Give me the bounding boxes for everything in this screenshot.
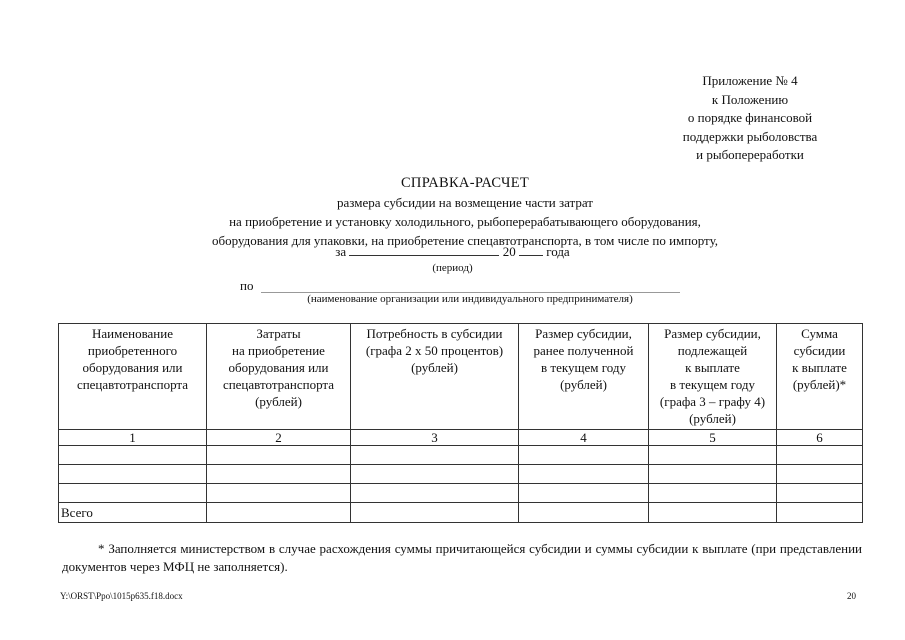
table-cell[interactable] [649, 465, 777, 484]
table-row [59, 446, 863, 465]
column-number: 4 [519, 430, 649, 446]
footnote-text: * Заполняется министерством в случае расхождения суммы причитающейся субсидии и суммы субсидии к выплате (при представлении документов через МФЦ не заполняется). [62, 541, 862, 574]
file-path: Y:\ORST\Ppo\1015p635.f18.docx [60, 591, 183, 601]
table-cell[interactable] [777, 446, 863, 465]
period-blank [349, 243, 499, 256]
table-cell[interactable] [519, 446, 649, 465]
table-cell[interactable] [649, 484, 777, 503]
document-title: СПРАВКА-РАСЧЕТ [400, 175, 530, 191]
title-line: на приобретение и установку холодильного, рыбоперерабатывающего оборудования, [229, 214, 701, 229]
subsidy-table [58, 323, 863, 523]
appendix-line: к Положению [711, 91, 789, 107]
table-cell[interactable] [777, 465, 863, 484]
table-cell[interactable] [59, 465, 207, 484]
appendix-line: о порядке финансовой [687, 110, 813, 125]
title-line: размера субсидии на возмещение части затрат [337, 195, 593, 210]
column-header: Размер субсидии, подлежащей к выплате в текущем году (графа 3 – графу 4) (рублей) [649, 324, 777, 430]
table-cell[interactable] [519, 484, 649, 503]
period-year: 20 [502, 244, 516, 259]
page-number: 20 [847, 591, 856, 601]
table-cell[interactable] [351, 484, 519, 503]
org-prefix: по [240, 278, 254, 293]
period-caption: (период) [432, 262, 473, 274]
year-blank [519, 243, 543, 256]
org-caption: (наименование организации или индивидуального предпринимателя) [307, 293, 633, 305]
column-number: 5 [649, 430, 777, 446]
table-row [59, 484, 863, 503]
table-cell[interactable] [649, 503, 777, 523]
appendix-block [640, 72, 860, 165]
table-cell[interactable] [207, 503, 351, 523]
footnote [62, 540, 862, 576]
column-number: 2 [207, 430, 351, 446]
table-cell[interactable] [351, 503, 519, 523]
table-cell[interactable] [351, 446, 519, 465]
table-cell[interactable] [649, 446, 777, 465]
period-prefix: за [335, 244, 347, 259]
appendix-line: Приложение № 4 [702, 73, 798, 88]
column-header: Сумма субсидии к выплате (рублей)* [777, 324, 863, 430]
column-number: 3 [351, 430, 519, 446]
column-number-row [59, 430, 863, 446]
table-cell[interactable] [59, 446, 207, 465]
table-cell[interactable] [59, 484, 207, 503]
column-header: Наименование приобретенного оборудования или спецавтотранспорта [59, 324, 207, 430]
total-row [59, 503, 863, 523]
title-block [120, 174, 810, 250]
title-line: оборудования для упаковки, на приобретение спецавтотранспорта, в том числе по импорту, [211, 233, 719, 248]
table-cell[interactable] [351, 465, 519, 484]
appendix-line: поддержки рыболовства [682, 128, 818, 144]
table-cell[interactable] [207, 484, 351, 503]
column-number: 1 [59, 430, 207, 446]
period-suffix: года [546, 244, 570, 259]
column-header: Затраты на приобретение оборудования или спецавтотранспорта (рублей) [207, 324, 351, 430]
table-cell[interactable] [519, 465, 649, 484]
total-label: Всего [59, 503, 207, 523]
table-cell[interactable] [777, 484, 863, 503]
column-header: Потребность в субсидии (графа 2 х 50 процентов) (рублей) [351, 324, 519, 430]
table-cell[interactable] [777, 503, 863, 523]
column-header: Размер субсидии, ранее полученной в текущем году (рублей) [519, 324, 649, 430]
table-cell[interactable] [207, 446, 351, 465]
appendix-line: и рыбопереработки [696, 147, 804, 162]
table-row [59, 465, 863, 484]
table-cell[interactable] [207, 465, 351, 484]
table-header-row [59, 324, 863, 430]
period-line [0, 243, 905, 260]
table-cell[interactable] [519, 503, 649, 523]
column-number: 6 [777, 430, 863, 446]
